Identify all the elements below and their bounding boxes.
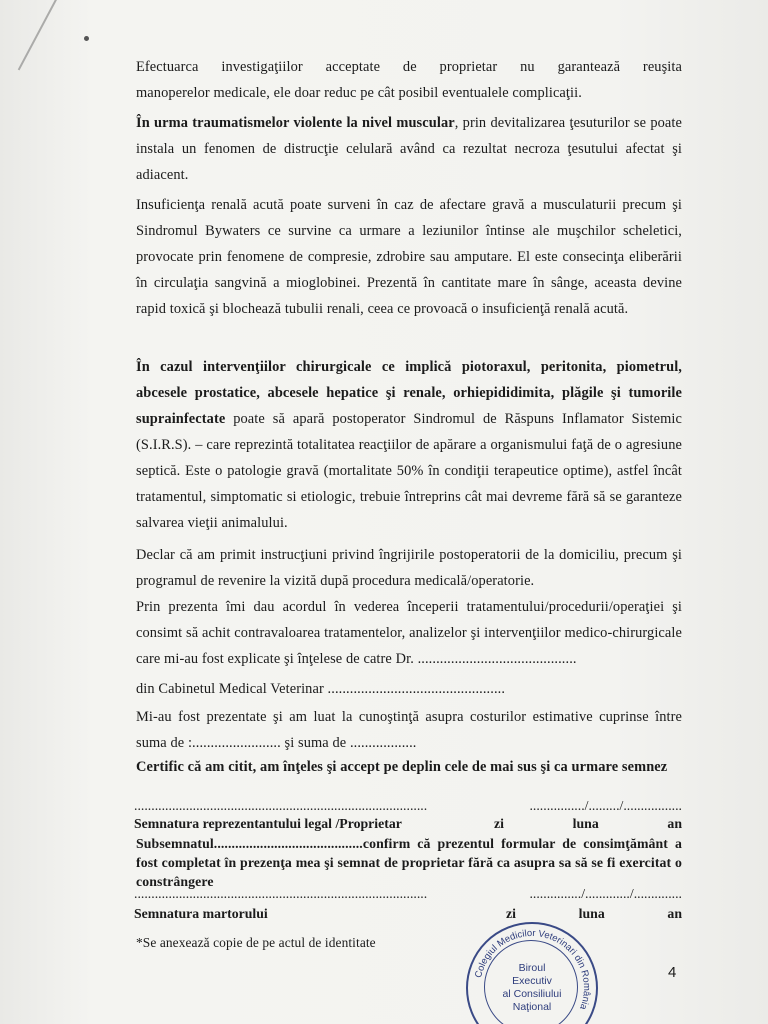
paragraph-text: Prin prezenta îmi dau acordul în vederea începerii tratamentului/procedurii/operaţiei şi consimt să achit contravaloarea tratamentelor, analizelor şi intervenţiilor medico-chirurgicale care mi-au fost explicate şi înţelese de catre Dr. ........................................... xyxy=(136,599,682,667)
stamp-line: Naţional xyxy=(512,1001,552,1013)
paragraph-certify xyxy=(136,756,682,778)
signature-dots: ..................................................................................... xyxy=(134,798,428,813)
bold-lead: În cazul intervenţiilor chirurgicale ce implică piotoraxul, peritonita, piometrul, abcesele prostatice, abcesele hepatice şi renale, orhiepididimita, plăgile şi tumorile suprainfectate xyxy=(136,359,682,427)
paragraph-muscular-trauma xyxy=(136,110,682,188)
footnote xyxy=(136,930,682,956)
paragraph-costs xyxy=(136,704,682,756)
date-dots: .............../............./.............. xyxy=(529,886,682,901)
stamp-center-text xyxy=(468,962,596,1014)
paragraph-text: , prin devitalizarea ţesuturilor se poate instala un fenomen de distrucţie celulară având ca rezultat necroza ţesutului afectat şi adiacent. xyxy=(136,115,683,183)
page-number: 4 xyxy=(668,964,677,981)
paragraph-line: Efectuarca investigaţiilor acceptate de proprietar nu garantează reuşita xyxy=(136,59,682,75)
paragraph-postoperative xyxy=(136,542,682,594)
owner-signature-labels xyxy=(134,816,682,832)
paragraph-text: poate să apară postoperator Sindromul de Răspuns Inflamator Sistemic (S.I.R.S). – care reprezintă totalitatea reacţiilor de apărare a organismului faţă de o agresiune septică. Este o patologie gravă (mortalitate 50% în condiţii terapeutice optime), astfel încât tratamentul, simptomatic si etiologic, trebuie întreprins cât mai devreme fără să se garanteze salvarea vieţii animalului. xyxy=(136,411,682,531)
paragraph-text: Insuficienţa renală acută poate surveni în caz de afectare gravă a musculaturii precum şi Sindromul Bywaters ce survine ca urmare a leziunilor întinse ale muşchilor scheletici, provocate prin fenomene de compresie, zdrobire sau amputare. El este consecinţa eliberării în circulaţia sangvină a mioglobinei. Prezentă în cantitate mare în sânge, aceasta devine rapid toxică şi blochează tubulii renali, ceea ce provoacă o insuficienţă renală acută. xyxy=(136,197,682,317)
owner-signature-label: Semnatura reprezentantului legal /Proprietar xyxy=(134,816,402,831)
stamp-line: Executiv xyxy=(512,975,552,987)
paragraph-sirs xyxy=(136,354,682,536)
month-label: luna xyxy=(578,906,605,921)
year-label: an xyxy=(667,906,682,921)
official-stamp xyxy=(466,922,598,1024)
stamp-line: Biroul xyxy=(518,962,546,974)
month-label: luna xyxy=(572,816,599,831)
paragraph-guarantee xyxy=(136,54,682,106)
paragraph-line: manoperelor medicale, ele doar reduc pe cât posibil eventualele complicaţii. xyxy=(136,85,582,101)
stamp-line: al Consiliului xyxy=(502,988,562,1000)
staple-mark xyxy=(84,36,89,41)
date-dots: ................/........./................. xyxy=(529,798,682,813)
year-label: an xyxy=(667,816,682,831)
svg-text:Colegiul Medicilor Veterinari: Colegiul Medicilor Veterinari din România xyxy=(473,927,593,1012)
witness-signature-labels xyxy=(134,906,682,922)
paragraph-witness-confirm xyxy=(136,834,682,891)
day-label: zi xyxy=(506,906,516,921)
paragraph-clinic xyxy=(136,676,682,702)
signature-dots: ..................................................................................... xyxy=(134,886,428,901)
paragraph-text: Mi-au fost prezentate şi am luat la cunoştinţă asupra costurilor estimative cuprinse între suma de :........................ şi suma de .................. xyxy=(136,709,682,751)
paragraph-text: din Cabinetul Medical Veterinar ................................................ xyxy=(136,681,506,697)
day-label: zi xyxy=(494,816,504,831)
witness-signature-label: Semnatura martorului xyxy=(134,906,268,921)
paper-fold-mark xyxy=(18,0,62,70)
paragraph-consent xyxy=(136,594,682,672)
owner-signature-line xyxy=(134,798,682,814)
witness-signature-line xyxy=(134,886,682,902)
paragraph-renal-failure xyxy=(136,192,682,322)
footnote-text: *Se anexează copie de pe actul de identitate xyxy=(136,935,376,950)
bold-lead: În urma traumatismelor violente la nivel muscular xyxy=(136,115,455,131)
paragraph-text: Declar că am primit instrucţiuni privind îngrijirile postoperatorii de la domiciliu, precum şi programul de revenire la vizită după procedura medicală/operatorie. xyxy=(136,547,682,589)
paragraph-text: Certific că am citit, am înţeles şi accept pe deplin cele de mai sus şi ca urmare semnez xyxy=(136,759,668,775)
paragraph-text: Subsemnatul..........................................confirm că prezentul formular de consimţământ a fost completat în prezenţa mea şi semnat de proprietar fără ca asupra sa să se fi exercitat o constrângere xyxy=(136,836,682,889)
